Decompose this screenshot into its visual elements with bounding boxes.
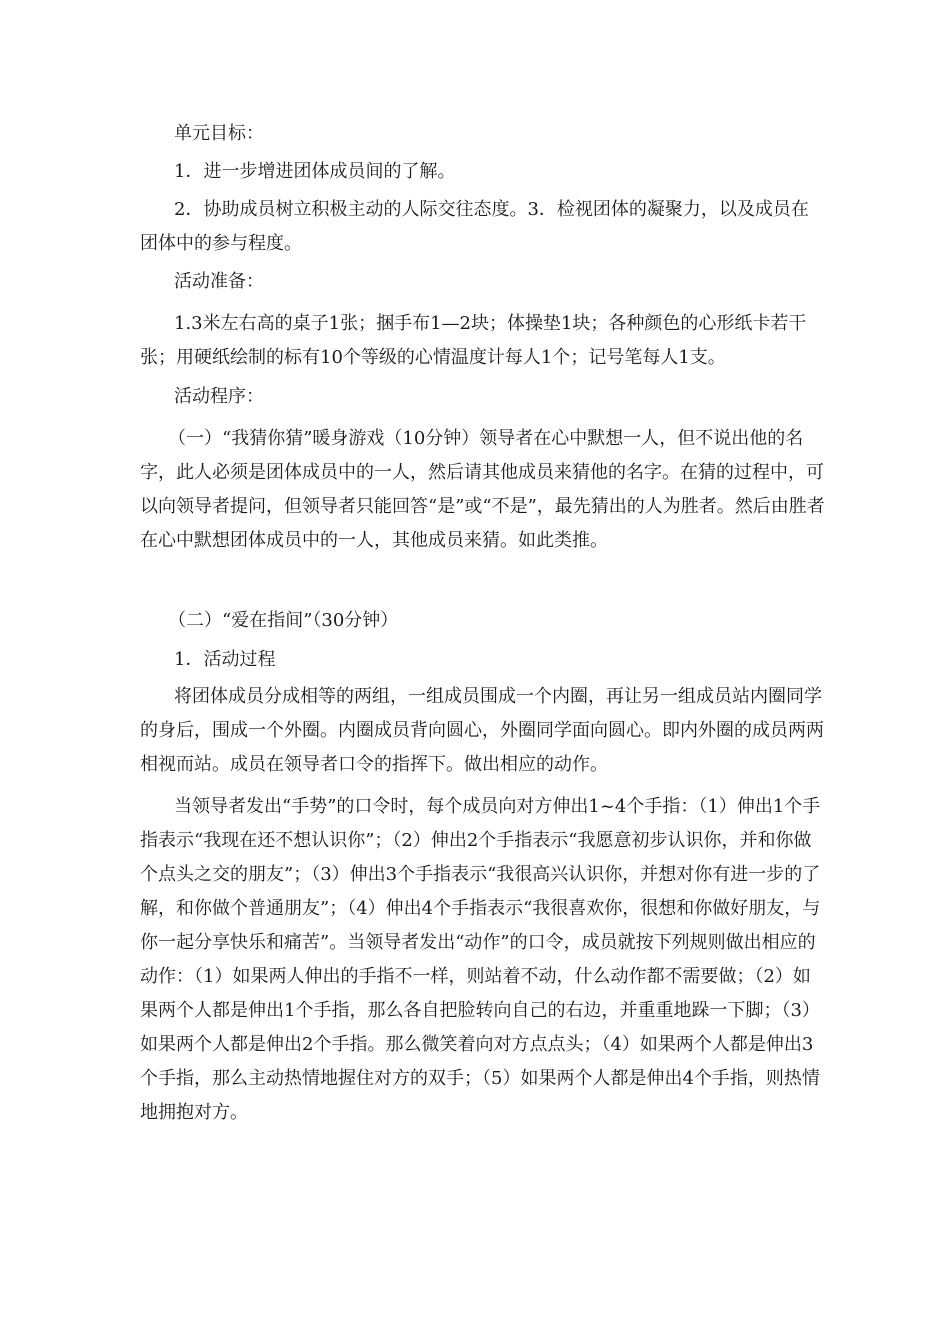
heading-activity-procedure: 活动程序： <box>174 386 264 407</box>
goal-item-1: 1．进一步增进团体成员间的了解。 <box>174 161 456 182</box>
process-paragraph-grouping: 将团体成员分成相等的两组，一组成员围成一个内圈，再让另一组成员站内圈同学的身后，围成一个外圈。内圈成员背向圆心，外圈同学面向圆心。即内外圈的成员两两相视而站。成员在领导者口令的指挥下。做出相应的动作。 <box>140 686 824 775</box>
goal-item-2-3: 2．协助成员树立积极主动的人际交往态度。3．检视团体的凝聚力，以及成员在团体中的参与程度。 <box>140 199 809 254</box>
activity-1-warmup-game: （一）“我猜你猜”暖身游戏（10分钟）领导者在心中默想一人，但不说出他的名字，此人必须是团体成员中的一人，然后请其他成员来猜他的名字。在猜的过程中，可以向领导者提问，但领导者只能回答“是”或“不是”，最先猜出的人为胜者。然后由胜者在心中默想团体成员中的一人，其他成员来猜。如此类推。 <box>140 428 825 551</box>
heading-unit-goals: 单元目标： <box>174 123 264 144</box>
process-heading: 1．活动过程 <box>174 649 276 670</box>
process-paragraph-rules: 当领导者发出“手势”的口令时，每个成员向对方伸出1~4个手指：（1）伸出1个手指表示“我现在还不想认识你”；（2）伸出2个手指表示“我愿意初步认识你，并和你做个点头之交的朋友”；（3）伸出3个手指表示“我很高兴认识你，并想对你有进一步的了解，和你做个普通朋友”；（4）伸出4个手指表示“我很喜欢你，很想和你做好朋友，与你一起分享快乐和痛苦”。当领导者发出“动作”的口令，成员就按下列规则做出相应的动作：（1）如果两人伸出的手指不一样，则站着不动，什么动作都不需要做；（2）如果两个人都是伸出1个手指，那么各自把脸转向自己的右边，并重重地跺一下脚；（3）如果两个人都是伸出2个手指。那么微笑着向对方点点头；（4）如果两个人都是伸出3个手指，那么主动热情地握住对方的双手；（5）如果两个人都是伸出4个手指，则热情地拥抱对方。 <box>140 796 821 1123</box>
preparation-materials: 1.3米左右高的桌子1张；捆手布1—2块；体操垫1块；各种颜色的心形纸卡若干张；用硬纸绘制的标有10个等级的心情温度计每人1个；记号笔每人1支。 <box>140 313 807 368</box>
activity-2-title: （二）“爱在指间”（30分钟） <box>168 610 399 631</box>
heading-activity-preparation: 活动准备： <box>174 271 264 292</box>
